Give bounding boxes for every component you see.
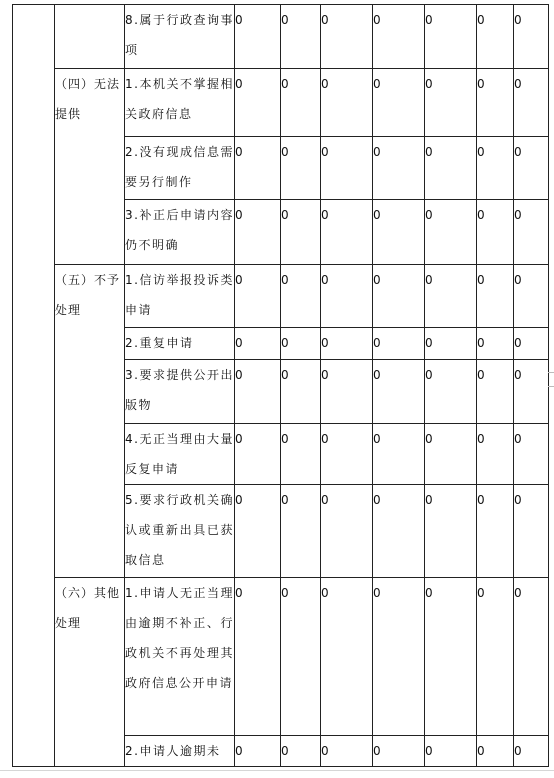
margin-marker (548, 372, 554, 373)
value-cell: 0 (373, 360, 425, 424)
value-cell: 0 (514, 200, 549, 265)
value-cell: 0 (281, 200, 321, 265)
value-cell: 0 (477, 360, 514, 424)
value-cell: 0 (514, 137, 549, 200)
value-cell: 0 (373, 5, 425, 69)
value-cell: 0 (514, 485, 549, 578)
value-cell: 0 (321, 328, 373, 360)
group-label-not-processed: （五）不予处理 (55, 265, 125, 578)
value-cell: 0 (477, 578, 514, 736)
value-cell: 0 (425, 200, 477, 265)
margin-marker (548, 386, 554, 387)
value-cell: 0 (373, 69, 425, 137)
value-cell: 0 (425, 265, 477, 328)
value-cell: 0 (477, 200, 514, 265)
value-cell: 0 (477, 736, 514, 767)
value-cell: 0 (373, 200, 425, 265)
page-bottom-rule (0, 770, 554, 771)
item-label: 3.要求提供公开出版物 (125, 360, 235, 424)
value-cell: 0 (235, 360, 281, 424)
value-cell: 0 (235, 69, 281, 137)
table-row (13, 69, 549, 137)
value-cell: 0 (425, 360, 477, 424)
value-cell: 0 (425, 137, 477, 200)
value-cell: 0 (425, 328, 477, 360)
value-cell: 0 (514, 360, 549, 424)
value-cell: 0 (373, 328, 425, 360)
value-cell: 0 (235, 5, 281, 69)
table-row (13, 265, 549, 328)
value-cell: 0 (425, 736, 477, 767)
item-label: 2.没有现成信息需要另行制作 (125, 137, 235, 200)
value-cell: 0 (425, 485, 477, 578)
value-cell: 0 (514, 424, 549, 485)
value-cell: 0 (235, 485, 281, 578)
value-cell: 0 (281, 69, 321, 137)
value-cell: 0 (373, 736, 425, 767)
value-cell: 0 (477, 5, 514, 69)
value-cell: 0 (281, 137, 321, 200)
value-cell: 0 (477, 265, 514, 328)
value-cell: 0 (321, 137, 373, 200)
item-label: 1.申请人无正当理由逾期不补正、行政机关不再处理其政府信息公开申请 (125, 578, 235, 736)
value-cell: 0 (235, 424, 281, 485)
value-cell: 0 (235, 328, 281, 360)
item-label: 4.无正当理由大量反复申请 (125, 424, 235, 485)
value-cell: 0 (321, 360, 373, 424)
outer-category-cell (13, 5, 55, 767)
value-cell: 0 (514, 328, 549, 360)
value-cell: 0 (514, 69, 549, 137)
table-row (13, 578, 549, 736)
item-label: 8.属于行政查询事项 (125, 5, 235, 69)
value-cell: 0 (281, 578, 321, 736)
table-row (13, 5, 549, 69)
value-cell: 0 (477, 328, 514, 360)
value-cell: 0 (235, 265, 281, 328)
value-cell: 0 (235, 137, 281, 200)
value-cell: 0 (514, 736, 549, 767)
group-cell-empty (55, 5, 125, 69)
group-label-no-provision: （四）无法提供 (55, 69, 125, 265)
item-label: 2.重复申请 (125, 328, 235, 360)
value-cell: 0 (281, 328, 321, 360)
value-cell: 0 (514, 5, 549, 69)
value-cell: 0 (235, 736, 281, 767)
group-label-other-handling: （六）其他处理 (55, 578, 125, 767)
value-cell: 0 (514, 578, 549, 736)
value-cell: 0 (235, 578, 281, 736)
value-cell: 0 (425, 5, 477, 69)
item-label: 1.本机关不掌握相关政府信息 (125, 69, 235, 137)
value-cell: 0 (373, 265, 425, 328)
statistics-table (12, 4, 549, 767)
value-cell: 0 (321, 5, 373, 69)
item-label: 5.要求行政机关确认或重新出具已获取信息 (125, 485, 235, 578)
value-cell: 0 (281, 424, 321, 485)
value-cell: 0 (281, 265, 321, 328)
value-cell: 0 (281, 360, 321, 424)
value-cell: 0 (321, 485, 373, 578)
value-cell: 0 (321, 424, 373, 485)
item-label: 3.补正后申请内容仍不明确 (125, 200, 235, 265)
value-cell: 0 (373, 578, 425, 736)
value-cell: 0 (425, 424, 477, 485)
value-cell: 0 (514, 265, 549, 328)
value-cell: 0 (477, 137, 514, 200)
value-cell: 0 (321, 736, 373, 767)
item-label: 1.信访举报投诉类申请 (125, 265, 235, 328)
value-cell: 0 (321, 265, 373, 328)
value-cell: 0 (477, 424, 514, 485)
value-cell: 0 (321, 69, 373, 137)
value-cell: 0 (373, 485, 425, 578)
value-cell: 0 (281, 736, 321, 767)
value-cell: 0 (425, 69, 477, 137)
value-cell: 0 (373, 424, 425, 485)
item-label: 2.申请人逾期未 (125, 736, 235, 767)
value-cell: 0 (235, 200, 281, 265)
value-cell: 0 (281, 5, 321, 69)
value-cell: 0 (373, 137, 425, 200)
value-cell: 0 (477, 69, 514, 137)
value-cell: 0 (477, 485, 514, 578)
value-cell: 0 (321, 200, 373, 265)
value-cell: 0 (281, 485, 321, 578)
value-cell: 0 (425, 578, 477, 736)
value-cell: 0 (321, 578, 373, 736)
